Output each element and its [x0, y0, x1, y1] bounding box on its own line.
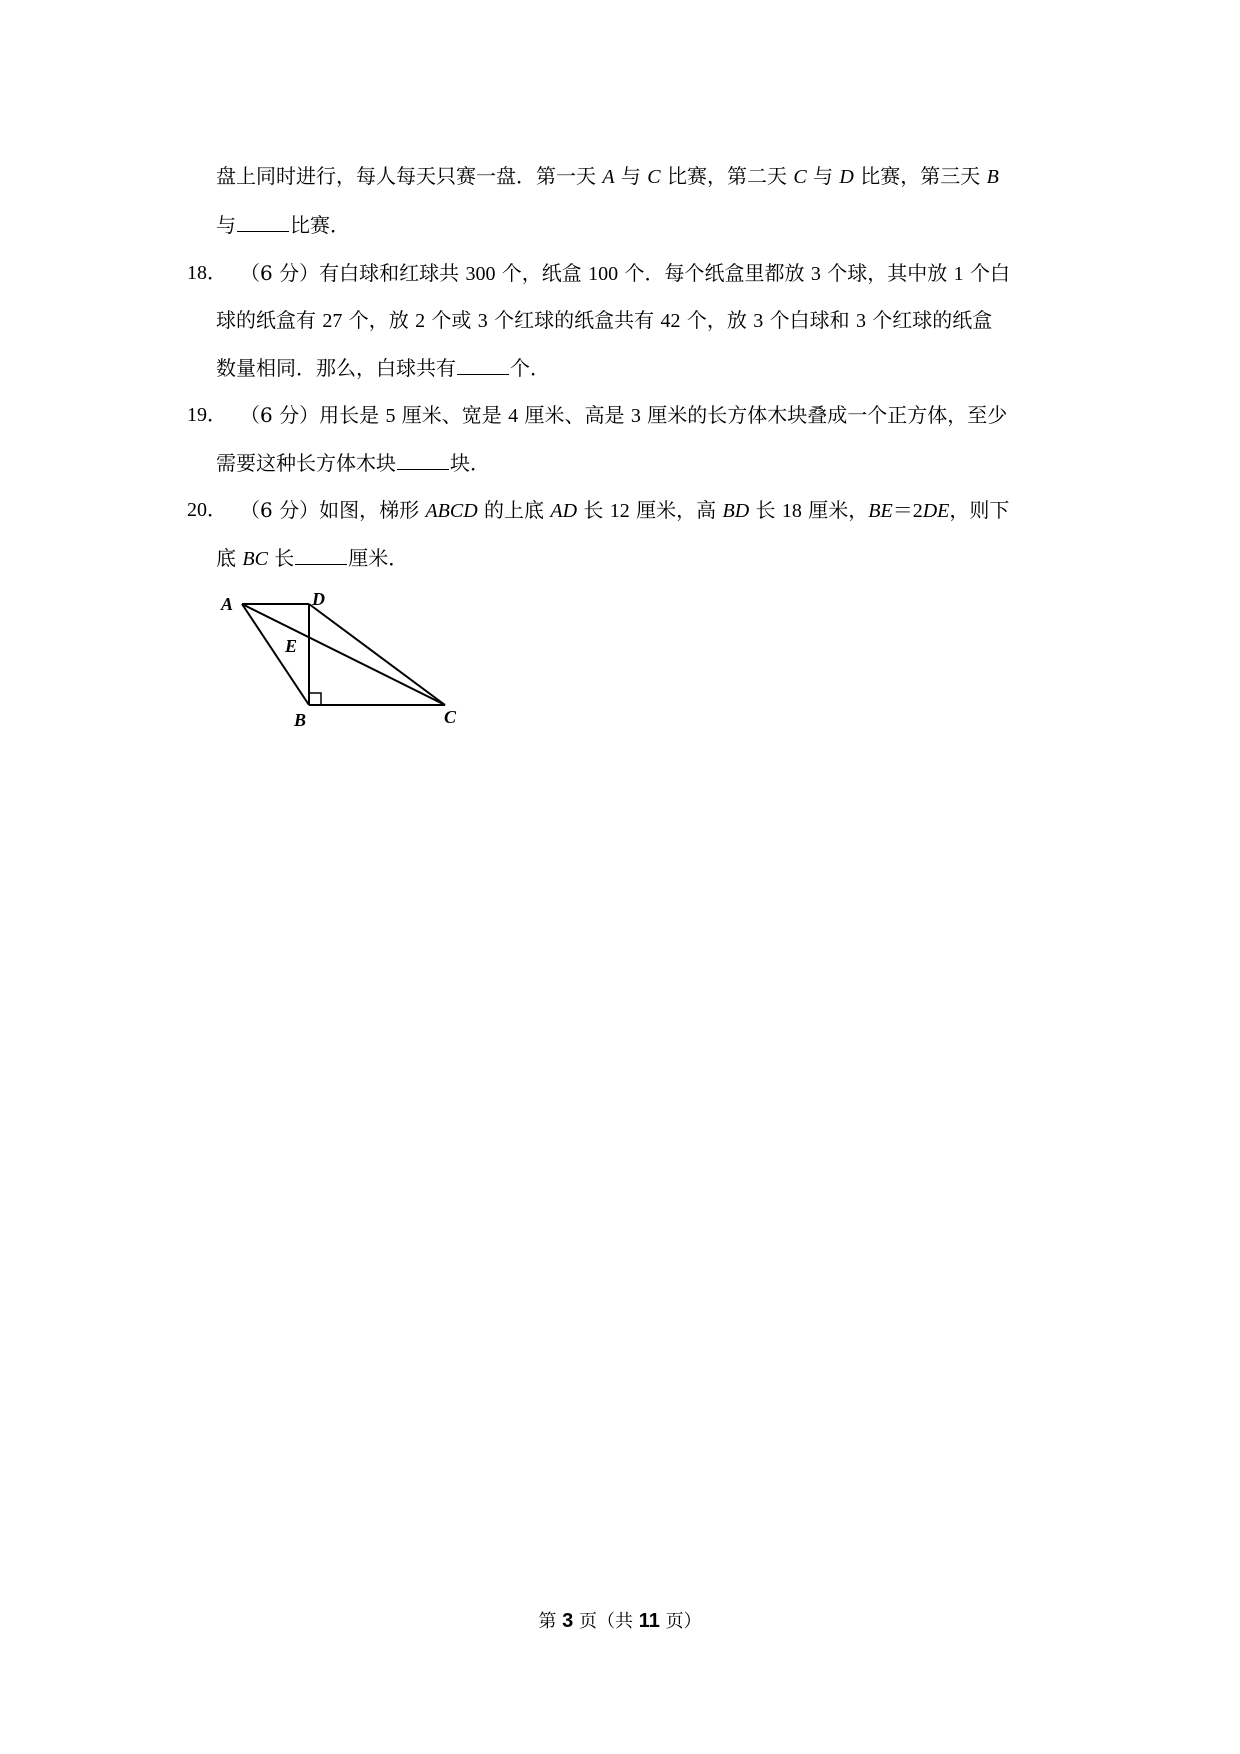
trapezoid-figure	[215, 585, 475, 735]
q20-line-1: （6 分）如图，梯形 ABCD 的上底 AD 长 12 厘米，高 BD 长 18 厘米，BE＝2DE，则下	[240, 498, 1010, 522]
answer-blank-q20	[295, 544, 347, 565]
edge-DC	[309, 604, 445, 705]
q18-line-3: 数量相同．那么，白球共有 个．	[216, 356, 550, 380]
edge-AB	[242, 604, 309, 705]
q19-line-2: 需要这种长方体木块 块．	[216, 451, 490, 475]
label-C: C	[444, 707, 457, 727]
question-number-18: 18．	[187, 262, 227, 284]
q20-line-2: 底 BC 长 厘米．	[216, 546, 409, 570]
label-E: E	[285, 636, 298, 656]
diagonal-AC	[242, 604, 445, 705]
question-number-19: 19．	[187, 404, 227, 426]
question-number-20: 20．	[187, 499, 227, 521]
q19-line-1: （6 分）用长是 5 厘米、宽是 4 厘米、高是 3 厘米的长方体木块叠成一个正方体，至少	[240, 403, 1008, 427]
page-footer: 第 3 页（共 11 页）	[538, 1610, 702, 1632]
q17-line-1: 盘上同时进行，每人每天只赛一盘．第一天 A 与 C 比赛，第二天 C 与 D 比赛，第三天 B	[216, 164, 999, 188]
total-page-number: 11	[638, 1610, 660, 1632]
current-page-number: 3	[562, 1610, 574, 1632]
q17-line-2: 与 比赛．	[216, 213, 350, 237]
label-D: D	[312, 589, 325, 609]
q18-line-2: 球的纸盒有 27 个，放 2 个或 3 个红球的纸盒共有 42 个，放 3 个白球和 3 个红球的纸盒	[216, 308, 993, 332]
answer-blank-q19	[397, 449, 449, 470]
right-angle-mark	[309, 693, 321, 705]
q18-line-1: （6 分）有白球和红球共 300 个，纸盒 100 个．每个纸盒里都放 3 个球，其中放 1 个白	[240, 261, 1010, 285]
answer-blank-q17	[237, 211, 289, 232]
answer-blank-q18	[457, 354, 509, 375]
label-B: B	[294, 710, 307, 730]
label-A: A	[221, 594, 234, 614]
